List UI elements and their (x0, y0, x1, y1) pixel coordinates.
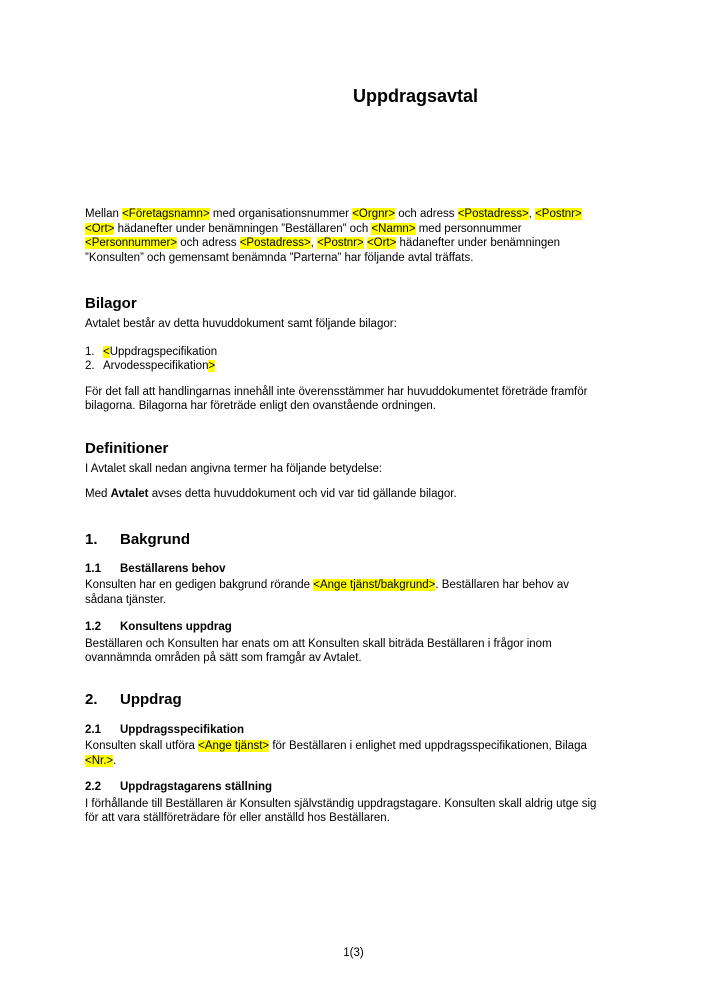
subsection-number: 2.1 (85, 723, 101, 736)
list-item-number: 2. (85, 360, 95, 372)
heading-section-2 (85, 691, 622, 709)
definitioner-definition: Med Avtalet avses detta huvuddokument och vid var tid gällande bilagor. (85, 488, 457, 500)
subsection-number: 1.1 (85, 562, 101, 575)
subheading-1-2 (85, 620, 622, 635)
preamble-paragraph: Mellan <Företagsnamn> med organisationsnummer <Orgnr> och adress <Postadress>, <Postnr> <Ort> hädanefter under benämningen ”Beställaren” och <Namn> med personnummer <Personnummer> och adress <Postadress>, <Postnr> <Ort> hädanefter under benämningen ”Konsulten” och gemensamt benämnda ”Parterna” har följande avtal träffats. (85, 208, 582, 264)
list-item (85, 359, 622, 374)
subheading-2-1 (85, 723, 622, 738)
subheading-1-1 (85, 562, 622, 577)
heading-definitioner: Definitioner (85, 439, 169, 457)
subsection-number: 2.2 (85, 781, 101, 793)
list-item-text: Arvodesspecifikation> (103, 360, 216, 372)
heading-section-1 (85, 531, 622, 549)
section-number: 1. (85, 530, 98, 548)
bilagor-note: För det fall att handlingarnas innehåll inte överensstämmer har huvuddokumentet företräde framför bilagorna. Bilagorna har företräde enligt den ovanstående ordningen. (85, 385, 588, 412)
bilagor-intro: Avtalet består av detta huvuddokument samt följande bilagor: (85, 318, 397, 330)
page-number: 1(3) (343, 947, 364, 959)
subsection-number: 1.2 (85, 621, 101, 633)
section-number: 2. (85, 690, 98, 708)
heading-bilagor: Bilagor (85, 295, 137, 312)
list-item-text: <Uppdragspecifikation (103, 345, 218, 358)
subsection-title: Konsultens uppdrag (120, 621, 232, 633)
section-title: Uppdrag (120, 690, 182, 708)
definitioner-intro: I Avtalet skall nedan angivna termer ha följande betydelse: (85, 462, 383, 475)
list-item-number: 1. (85, 345, 95, 358)
document-title: Uppdragsavtal (353, 86, 479, 106)
paragraph-2-1: Konsulten skall utföra <Ange tjänst> för Beställaren i enlighet med uppdragsspecifikationen, Bilaga <Nr.>. (85, 740, 587, 767)
paragraph-1-2: Beställaren och Konsulten har enats om att Konsulten skall biträda Beställaren i frågor inom ovannämnda områden på sätt som framgår av Avtalet. (85, 637, 552, 664)
subheading-2-2 (85, 780, 622, 795)
bilagor-list (85, 345, 622, 374)
subsection-title: Uppdragstagarens ställning (120, 781, 273, 793)
subsection-title: Beställarens behov (120, 562, 226, 575)
list-item (85, 345, 622, 360)
section-title: Bakgrund (120, 530, 191, 548)
subsection-title: Uppdragsspecifikation (120, 723, 244, 736)
paragraph-2-2: I förhållande till Beställaren är Konsulten självständig uppdragstagare. Konsulten skall aldrig utge sig för att vara ställföreträdare för eller anställd hos Beställaren. (85, 797, 597, 824)
paragraph-1-1: Konsulten har en gedigen bakgrund rörande <Ange tjänst/bakgrund>. Beställaren har behov av sådana tjänster. (85, 579, 569, 606)
